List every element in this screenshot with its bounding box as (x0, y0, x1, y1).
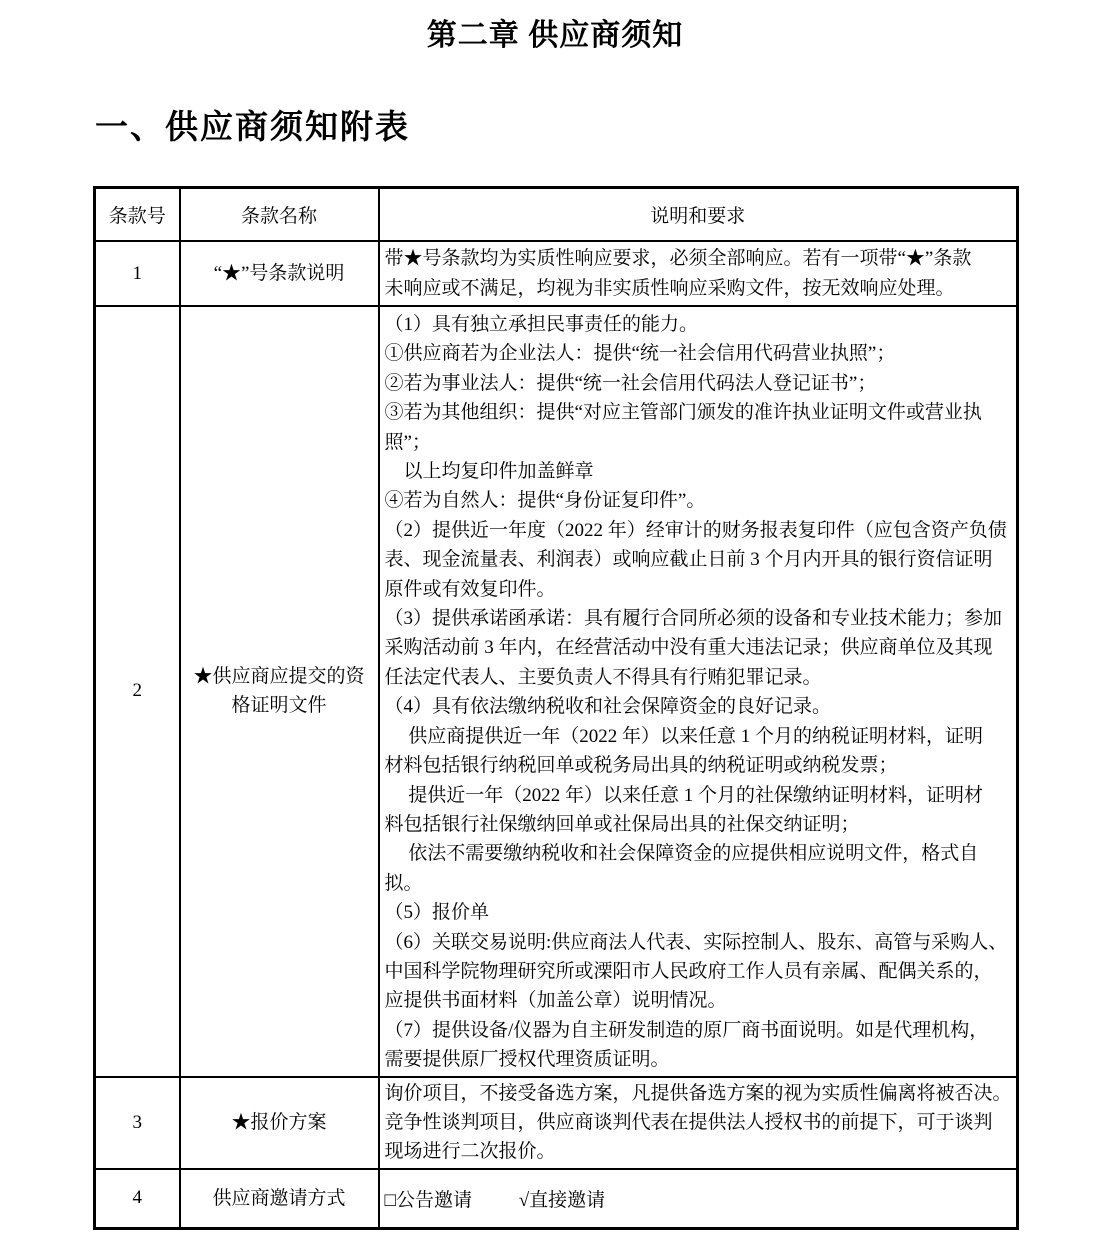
text-line: 未响应或不满足，均视为非实质性响应采购文件，按无效响应处理。 (384, 277, 955, 299)
text-line: 原件或有效复印件。 (384, 578, 556, 600)
table-row-clause-3 (95, 1077, 1018, 1169)
clause-name: ★报价方案 (180, 1077, 379, 1169)
text-line: 采购活动前 3 年内，在经营活动中没有重大违法记录；供应商单位及其现 (384, 637, 993, 659)
text-line: 以上均复印件加盖鲜章 (384, 461, 594, 483)
text-line: 拟。 (384, 872, 423, 894)
clause-name: 供应商邀请方式 (180, 1169, 379, 1229)
text-line: 材料包括银行纳税回单或税务局出具的纳税证明或纳税发票； (384, 755, 898, 777)
text-line: （7）提供设备/仪器为自主研发制造的原厂商书面说明。如是代理机构， (384, 1019, 989, 1041)
text-line: （2）提供近一年度（2022 年）经审计的财务报表复印件（应包含资产负债 (384, 519, 1007, 541)
text-line: ①供应商若为企业法人：提供“统一社会信用代码营业执照”； (384, 343, 896, 365)
clause-description (379, 241, 1018, 306)
clause-description (379, 1169, 1018, 1229)
clause-number: 4 (95, 1169, 180, 1229)
text-line: 提供近一年（2022 年）以来任意 1 个月的社保缴纳证明材料，证明材 (384, 784, 984, 806)
text-line: 中国科学院物理研究所或溧阳市人民政府工作人员有亲属、配偶关系的， (384, 960, 993, 982)
text-line: ③若为其他组织：提供“对应主管部门颁发的准许执业证明文件或营业执 (384, 402, 982, 424)
table-header-row (95, 188, 1018, 242)
table-row-clause-1 (95, 241, 1018, 306)
text-line: 表、现金流量表、利润表）或响应截止日前 3 个月内开具的银行资信证明 (384, 549, 993, 571)
text-line: 竞争性谈判项目，供应商谈判代表在提供法人授权书的前提下，可于谈判 (384, 1111, 993, 1133)
text-line: 供应商提供近一年（2022 年）以来任意 1 个月的纳税证明材料，证明 (384, 725, 984, 747)
text-line: 询价项目，不接受备选方案，凡提供备选方案的视为实质性偏离将被否决。 (384, 1082, 1012, 1104)
text-line: 需要提供原厂授权代理资质证明。 (384, 1049, 670, 1071)
clause-description (379, 306, 1018, 1077)
text-line: 依法不需要缴纳税收和社会保障资金的应提供相应说明文件，格式自 (384, 843, 979, 865)
text-line: ④若为自然人：提供“身份证复印件”。 (384, 490, 706, 512)
text-line: （4）具有依法缴纳税收和社会保障资金的良好记录。 (384, 696, 832, 718)
text-line: 料包括银行社保缴纳回单或社保局出具的社保交纳证明； (384, 813, 860, 835)
section-heading: 一、供应商须知附表 (95, 108, 410, 145)
text-line: 应提供书面材料（加盖公章）说明情况。 (384, 990, 727, 1012)
text-line: 照”； (384, 431, 431, 453)
column-header-clause-name: 条款名称 (180, 188, 379, 242)
supplier-instructions-table (93, 186, 1019, 1230)
text-line: （5）报价单 (384, 902, 490, 924)
text-line: 任法定代表人、主要负责人不得具有行贿犯罪记录。 (384, 666, 822, 688)
text-line: 带★号条款均为实质性响应要求，必须全部响应。若有一项带“★”条款 (384, 248, 972, 270)
table-row-clause-4 (95, 1169, 1018, 1229)
column-header-clause-no: 条款号 (95, 188, 180, 242)
table-row-clause-2 (95, 306, 1018, 1077)
column-header-description: 说明和要求 (379, 188, 1018, 242)
text-line: （6）关联交易说明:供应商法人代表、实际控制人、股东、高管与采购人、 (384, 931, 1008, 953)
option-direct-invite: √直接邀请 (518, 1189, 606, 1211)
clause-number: 1 (95, 241, 180, 306)
page-title: 第二章 供应商须知 (426, 19, 684, 52)
text-line: 现场进行二次报价。 (384, 1141, 556, 1163)
text-line: ②若为事业法人：提供“统一社会信用代码法人登记证书”； (384, 372, 877, 394)
clause-name: “★”号条款说明 (180, 241, 379, 306)
option-public-announcement-invite: □公告邀请 (384, 1189, 472, 1211)
text-line: （1）具有独立承担民事责任的能力。 (384, 314, 699, 335)
clause-number: 3 (95, 1077, 180, 1169)
clause-description (379, 1077, 1018, 1169)
text-line: （3）提供承诺函承诺：具有履行合同所必须的设备和专业技术能力；参加 (384, 608, 1003, 630)
clause-name: ★供应商应提交的资格证明文件 (180, 306, 379, 1077)
clause-number: 2 (95, 306, 180, 1077)
